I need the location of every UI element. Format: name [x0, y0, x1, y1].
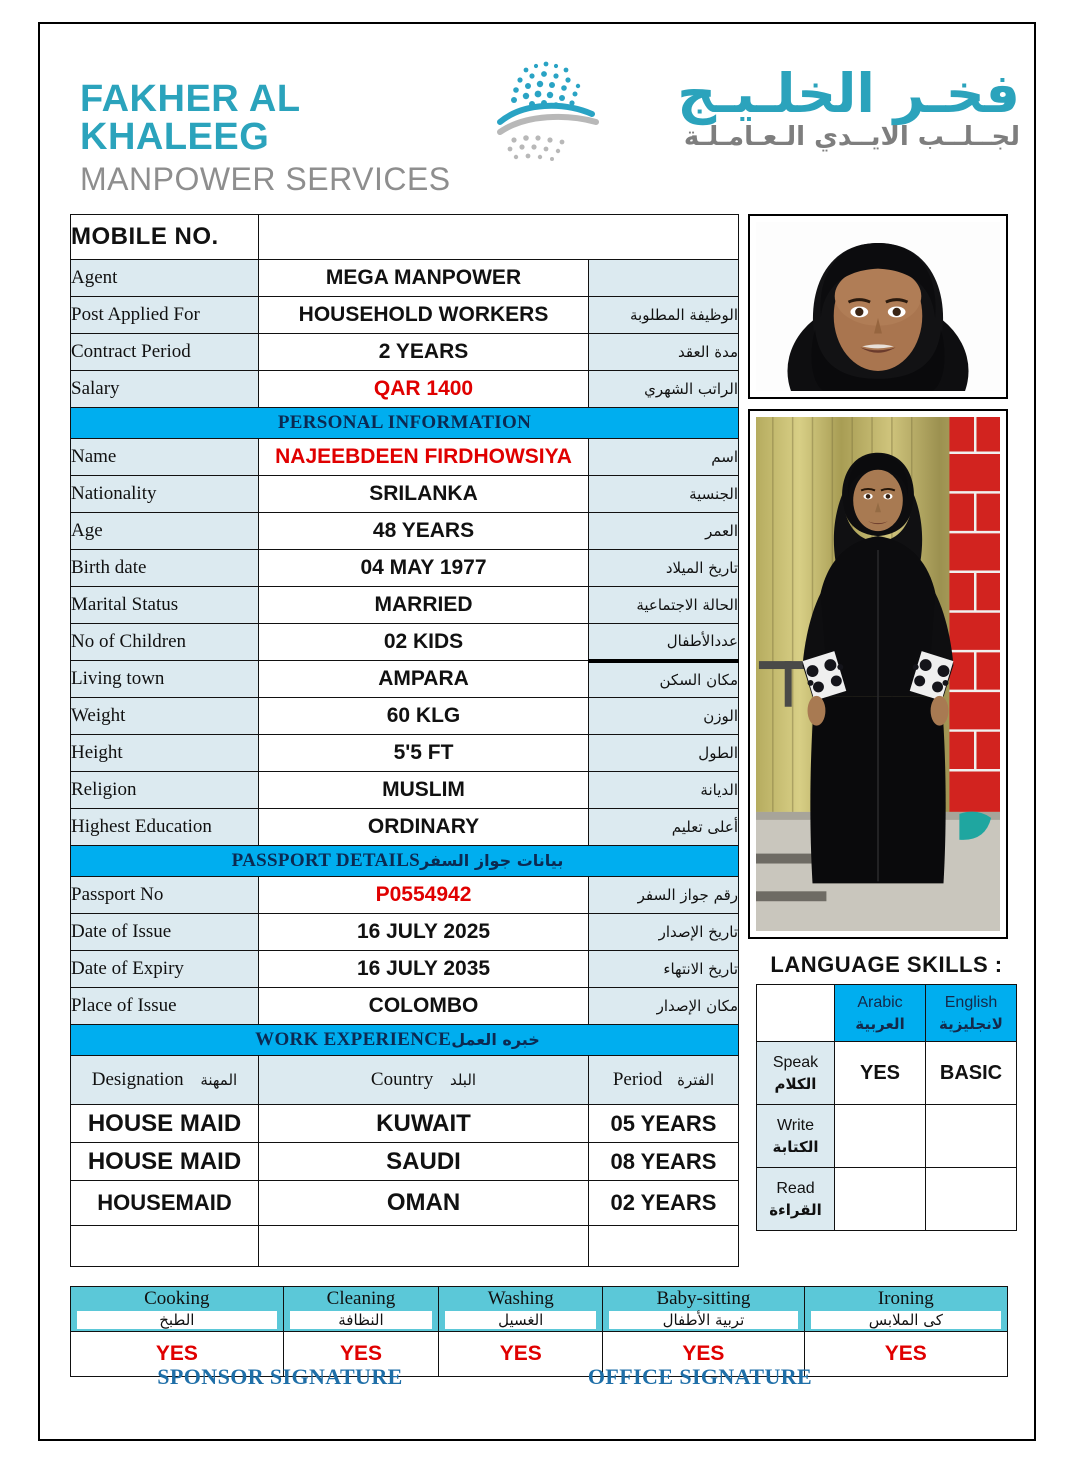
- col-period-ar: الفترة: [677, 1071, 715, 1089]
- row-value: SRILANKA: [259, 476, 589, 513]
- skill-babysitting-en: Baby-sitting: [656, 1287, 751, 1309]
- row-label: Nationality: [71, 476, 259, 513]
- skill-washing-ar: الغسيل: [445, 1311, 596, 1330]
- applicant-details-table: [70, 214, 739, 1267]
- row-label: Age: [71, 513, 259, 550]
- row-value: MARRIED: [259, 587, 589, 624]
- row-label: Height: [71, 735, 259, 772]
- skill-header-cooking: [71, 1287, 284, 1332]
- table-row: [71, 951, 739, 988]
- row-arabic-label: [589, 260, 739, 297]
- we-period: 08 YEARS: [589, 1143, 739, 1181]
- table-row: [71, 914, 739, 951]
- row-arabic-label: رقم جواز السفر: [589, 877, 739, 914]
- row-value: COLOMBO: [259, 988, 589, 1025]
- row-value: MUSLIM: [259, 772, 589, 809]
- table-row: [71, 624, 739, 661]
- lang-row-label-write: [757, 1105, 835, 1168]
- col-header-period: [589, 1056, 739, 1105]
- col-header-country: [259, 1056, 589, 1105]
- passport-header-en: PASSPORT DETAILS: [231, 850, 421, 871]
- table-row: [71, 550, 739, 587]
- lang-write-ar: الكتابة: [772, 1137, 819, 1156]
- we-country: OMAN: [259, 1181, 589, 1226]
- work-experience-row: [71, 1226, 739, 1267]
- table-row: [71, 661, 739, 698]
- mobile-no-row: [71, 215, 739, 260]
- work-header-ar: خبره العمل: [451, 1030, 540, 1049]
- row-label: Agent: [71, 260, 259, 297]
- row-value: 16 JULY 2025: [259, 914, 589, 951]
- row-value-name: NAJEEBDEEN FIRDHOWSIYA: [259, 439, 589, 476]
- logo-english-text: [80, 80, 480, 198]
- we-country[interactable]: [259, 1226, 589, 1267]
- row-arabic-label: الحالة الاجتماعية: [589, 587, 739, 624]
- skill-ironing-en: Ironing: [877, 1287, 934, 1309]
- col-header-designation: [71, 1056, 259, 1105]
- row-label: Passport No: [71, 877, 259, 914]
- work-experience-row: [71, 1105, 739, 1143]
- logo-emblem-icon: [480, 56, 620, 168]
- row-label: Living town: [71, 661, 259, 698]
- row-value: 2 YEARS: [259, 334, 589, 371]
- row-value-salary: QAR 1400: [259, 371, 589, 408]
- skill-header-babysitting: [603, 1287, 804, 1332]
- row-arabic-label: الوزن: [589, 698, 739, 735]
- row-arabic-label: تاريخ الإصدار: [589, 914, 739, 951]
- row-label: Post Applied For: [71, 297, 259, 334]
- we-period: 05 YEARS: [589, 1105, 739, 1143]
- language-col-arabic: [835, 985, 926, 1042]
- work-header-en: WORK EXPERIENCE: [255, 1029, 452, 1050]
- row-arabic-label: الديانة: [589, 772, 739, 809]
- skill-header-cleaning: [283, 1287, 439, 1332]
- logo-arabic-text: [630, 62, 1020, 152]
- lang-speak-arabic-value[interactable]: YES: [835, 1042, 926, 1105]
- passport-photo-image: [756, 222, 1000, 391]
- logo-arabic-sub: لجــلــب الايــدي الـعـامـلـة: [683, 121, 1020, 152]
- full-body-photo-image: [756, 417, 1000, 931]
- we-designation[interactable]: [71, 1226, 259, 1267]
- full-body-photo: [748, 409, 1008, 939]
- skill-value-ironing: YES: [804, 1332, 1007, 1377]
- row-label: Name: [71, 439, 259, 476]
- row-label: Religion: [71, 772, 259, 809]
- row-label: Salary: [71, 371, 259, 408]
- table-row: [71, 371, 739, 408]
- table-row: [71, 988, 739, 1025]
- lang-read-english-value[interactable]: [926, 1168, 1017, 1231]
- row-arabic-label: عددالأطفال: [589, 624, 739, 661]
- we-designation: HOUSE MAID: [71, 1105, 259, 1143]
- table-row: [71, 809, 739, 846]
- col-country-en: Country: [370, 1069, 434, 1090]
- section-header-personal: [71, 408, 739, 439]
- table-row: [71, 735, 739, 772]
- we-country: KUWAIT: [259, 1105, 589, 1143]
- table-row: [71, 698, 739, 735]
- lang-read-arabic-value[interactable]: [835, 1168, 926, 1231]
- skills-header-row: [71, 1287, 1008, 1332]
- skill-value-cleaning: YES: [283, 1332, 439, 1377]
- lang-col-arabic-ar: العربية: [855, 1014, 905, 1033]
- skill-header-ironing: [804, 1287, 1007, 1332]
- passport-details-header: [71, 846, 739, 877]
- table-row: [71, 297, 739, 334]
- work-experience-column-headers: [71, 1056, 739, 1105]
- lang-col-arabic-en: Arabic: [857, 994, 903, 1012]
- col-designation-ar: المهنة: [200, 1071, 238, 1089]
- language-row-read: [757, 1168, 1017, 1231]
- table-row: [71, 260, 739, 297]
- language-skills-section: [745, 952, 1028, 1231]
- row-label: Weight: [71, 698, 259, 735]
- row-value: 60 KLG: [259, 698, 589, 735]
- row-label: Date of Expiry: [71, 951, 259, 988]
- row-label: Highest Education: [71, 809, 259, 846]
- we-designation: HOUSEMAID: [71, 1181, 259, 1226]
- row-arabic-label: أعلى تعليم: [589, 809, 739, 846]
- language-row-write: [757, 1105, 1017, 1168]
- skill-value-washing: YES: [439, 1332, 603, 1377]
- row-value: 5'5 FT: [259, 735, 589, 772]
- row-arabic-label: الراتب الشهري: [589, 371, 739, 408]
- row-arabic-label: مدة العقد: [589, 334, 739, 371]
- row-label: Date of Issue: [71, 914, 259, 951]
- row-arabic-label: العمر: [589, 513, 739, 550]
- table-row: [71, 439, 739, 476]
- section-header-work-experience: [71, 1025, 739, 1056]
- row-label: Contract Period: [71, 334, 259, 371]
- language-skills-title: LANGUAGE SKILLS :: [770, 952, 1003, 977]
- skill-value-babysitting: YES: [603, 1332, 804, 1377]
- table-row: [71, 587, 739, 624]
- mobile-no-label: MOBILE NO.: [71, 215, 259, 260]
- row-value: 48 YEARS: [259, 513, 589, 550]
- office-signature-label: OFFICE SIGNATURE: [587, 1364, 813, 1389]
- passport-photo: [748, 214, 1008, 399]
- lang-speak-ar: الكلام: [774, 1074, 817, 1093]
- table-row: [71, 877, 739, 914]
- row-value: MEGA MANPOWER: [259, 260, 589, 297]
- row-label: Marital Status: [71, 587, 259, 624]
- row-value: 16 JULY 2035: [259, 951, 589, 988]
- table-row: [71, 476, 739, 513]
- col-designation-en: Designation: [91, 1069, 184, 1090]
- skill-cleaning-en: Cleaning: [326, 1287, 396, 1309]
- passport-header-ar: بيانات جواز السفر: [420, 851, 564, 870]
- work-experience-row: [71, 1181, 739, 1226]
- lang-write-en: Write: [776, 1117, 815, 1135]
- lang-speak-english-value[interactable]: BASIC: [926, 1042, 1017, 1105]
- language-col-english: [926, 985, 1017, 1042]
- skill-value-cooking: YES: [71, 1332, 284, 1377]
- skill-babysitting-ar: تربية الأطفال: [609, 1311, 797, 1330]
- mobile-no-value[interactable]: [259, 215, 739, 260]
- row-value: 02 KIDS: [259, 624, 589, 661]
- language-corner-cell: [757, 985, 835, 1042]
- lang-row-label-speak: [757, 1042, 835, 1105]
- lang-write-english-value[interactable]: [926, 1105, 1017, 1168]
- logo-tagline: MANPOWER SERVICES: [80, 161, 451, 197]
- company-logo-band: [70, 42, 1020, 197]
- row-arabic-label: مكان السكن: [589, 661, 739, 698]
- language-row-speak: [757, 1042, 1017, 1105]
- lang-speak-en: Speak: [772, 1054, 819, 1072]
- lang-read-ar: القراءة: [769, 1200, 822, 1219]
- skill-washing-en: Washing: [487, 1287, 554, 1309]
- work-experience-header: [71, 1025, 739, 1056]
- row-label: No of Children: [71, 624, 259, 661]
- lang-row-label-read: [757, 1168, 835, 1231]
- personal-information-header: PERSONAL INFORMATION: [71, 408, 739, 439]
- row-arabic-label: الجنسية: [589, 476, 739, 513]
- row-value-passport-no: P0554942: [259, 877, 589, 914]
- row-arabic-label: الطول: [589, 735, 739, 772]
- skill-header-washing: [439, 1287, 603, 1332]
- col-country-ar: البلد: [449, 1071, 477, 1089]
- document-page: [38, 22, 1036, 1441]
- work-experience-row: [71, 1143, 739, 1181]
- table-row: [71, 334, 739, 371]
- logo-arabic-main: فخـر الخلـيـج: [677, 62, 1020, 125]
- lang-read-en: Read: [776, 1180, 815, 1198]
- language-skills-table: [756, 984, 1017, 1231]
- we-designation: HOUSE MAID: [71, 1143, 259, 1181]
- row-arabic-label: اسم: [589, 439, 739, 476]
- row-arabic-label: تاريخ الميلاد: [589, 550, 739, 587]
- table-row: [71, 513, 739, 550]
- table-row: [71, 772, 739, 809]
- sponsor-signature-label: SPONSOR SIGNATURE: [157, 1364, 403, 1389]
- logo-company-name: FAKHER AL KHALEEG: [80, 78, 300, 158]
- row-label: Birth date: [71, 550, 259, 587]
- row-value: AMPARA: [259, 661, 589, 698]
- row-arabic-label: تاريخ الانتهاء: [589, 951, 739, 988]
- row-value: HOUSEHOLD WORKERS: [259, 297, 589, 334]
- skill-ironing-ar: كى الملابس: [811, 1311, 1001, 1330]
- lang-write-arabic-value[interactable]: [835, 1105, 926, 1168]
- row-value: ORDINARY: [259, 809, 589, 846]
- skill-cleaning-ar: النظافة: [290, 1311, 433, 1330]
- skill-cooking-en: Cooking: [144, 1287, 210, 1309]
- lang-col-english-ar: لانجليزية: [939, 1014, 1003, 1033]
- row-value: 04 MAY 1977: [259, 550, 589, 587]
- we-period: 02 YEARS: [589, 1181, 739, 1226]
- skill-cooking-ar: الطبخ: [77, 1311, 277, 1330]
- col-period-en: Period: [612, 1069, 663, 1090]
- lang-col-english-en: English: [944, 994, 998, 1012]
- row-arabic-label: مكان الإصدار: [589, 988, 739, 1025]
- signature-row: [70, 1364, 1008, 1390]
- row-arabic-label: الوظيفة المطلوبة: [589, 297, 739, 334]
- section-header-passport: [71, 846, 739, 877]
- row-label: Place of Issue: [71, 988, 259, 1025]
- language-header-row: [757, 985, 1017, 1042]
- we-period[interactable]: [589, 1226, 739, 1267]
- we-country: SAUDI: [259, 1143, 589, 1181]
